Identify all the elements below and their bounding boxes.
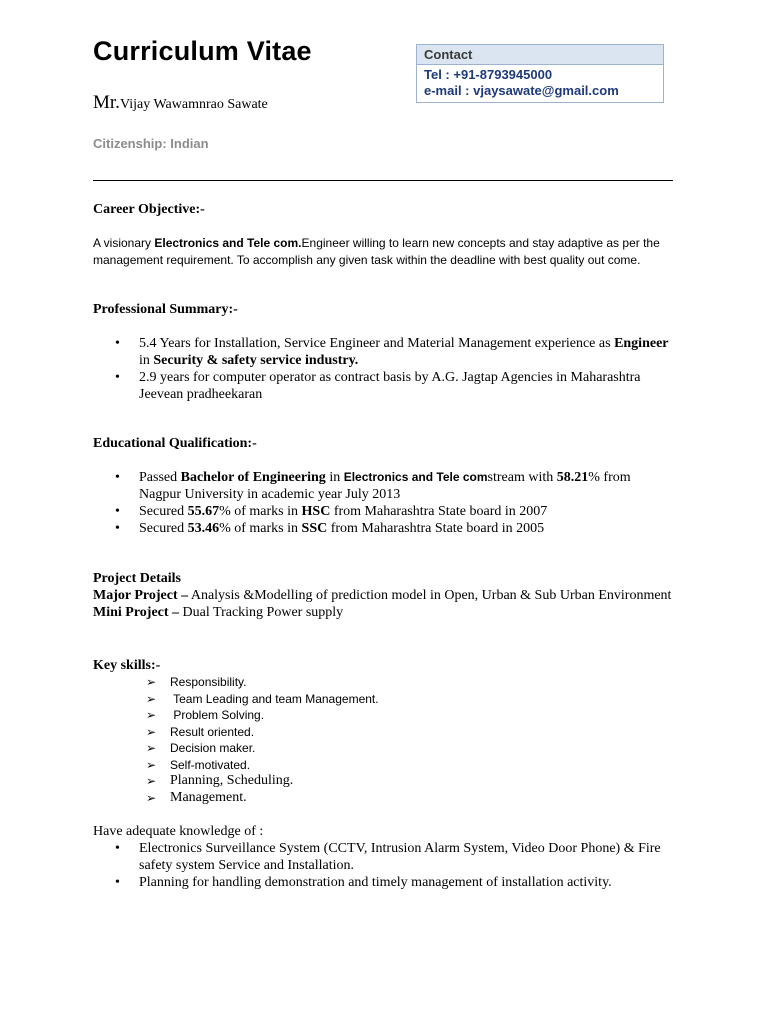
education-list (93, 469, 675, 537)
contact-email[interactable]: e-mail : vjaysawate@gmail.com (424, 83, 619, 98)
edu-bold: HSC (301, 504, 331, 519)
edu-text: Passed (139, 470, 181, 485)
knowledge-text: Planning for handling demonstration and timely management of installation activity. (139, 875, 612, 890)
major-project-text: Analysis &Modelling of prediction model in Open, Urban & Sub Urban Environment (188, 588, 672, 603)
arrow-bullet-icon: ➢ (146, 790, 157, 805)
list-item (146, 707, 379, 724)
summary-bold: Engineer (614, 336, 669, 351)
mini-project (93, 604, 673, 621)
contact-heading: Contact (417, 45, 663, 65)
edu-bold: Electronics and Tele com (343, 470, 488, 484)
name-text: Vijay Wawamnrao Sawate (119, 97, 268, 112)
list-item (146, 773, 379, 790)
list-item (93, 840, 675, 874)
career-objective-heading: Career Objective:- (93, 202, 205, 217)
list-item (146, 674, 379, 691)
major-project-label: Major Project – (93, 588, 189, 603)
project-heading: Project Details (93, 571, 181, 586)
mini-project-text: Dual Tracking Power supply (179, 605, 344, 620)
knowledge-intro: Have adequate knowledge of : (93, 824, 264, 839)
objective-part-2: Engineer willing to learn new concepts and stay adaptive as per the management requirement. To accomplish any given task within the deadline with best quality out come. (93, 236, 660, 267)
skill-text: Team Leading and team Management. (170, 691, 379, 706)
professional-summary-heading: Professional Summary:- (93, 302, 238, 317)
list-item (146, 724, 379, 741)
bullet-icon: • (115, 875, 120, 890)
arrow-bullet-icon: ➢ (146, 741, 157, 755)
objective-part-bold: Electronics and Tele com. (154, 236, 302, 250)
key-skills-list (146, 674, 379, 806)
skill-text: Self-motivated. (170, 757, 251, 772)
arrow-bullet-icon: ➢ (146, 724, 157, 739)
summary-text: in (139, 353, 154, 368)
edu-text: stream with (487, 470, 557, 485)
edu-text: Secured (139, 504, 188, 519)
skill-text: Problem Solving. (170, 708, 265, 722)
page-title: Curriculum Vitae (93, 36, 312, 66)
objective-part-1: A visionary (93, 236, 155, 250)
bullet-icon: • (115, 470, 120, 485)
skill-text: Management. (170, 789, 247, 805)
key-skills-heading: Key skills:- (93, 658, 161, 673)
citizenship: Citizenship: Indian (93, 136, 209, 151)
name-prefix: Mr. (93, 92, 120, 113)
edu-text: in (325, 470, 344, 485)
contact-phone: Tel : +91-8793945000 (424, 67, 553, 82)
list-item (93, 874, 675, 891)
edu-bold: SSC (301, 521, 328, 536)
list-item (93, 335, 675, 369)
career-objective-text (93, 235, 675, 268)
bullet-icon: • (115, 504, 120, 519)
list-item (146, 740, 379, 757)
edu-text: Secured (139, 521, 188, 536)
skill-text: Result oriented. (170, 724, 255, 739)
list-item (146, 757, 379, 774)
edu-text: from Maharashtra State board in 2007 (330, 504, 548, 519)
professional-summary-list (93, 335, 675, 403)
bullet-icon: • (115, 370, 120, 385)
knowledge-text: Electronics Surveillance System (CCTV, Intrusion Alarm System, Video Door Phone) & Fire safety system Service and Installation. (139, 841, 661, 873)
knowledge-list (93, 840, 675, 891)
list-item (93, 469, 675, 503)
list-item (93, 503, 675, 520)
major-project (93, 587, 673, 604)
edu-bold: 58.21 (556, 470, 589, 485)
candidate-name (93, 92, 268, 114)
mini-project-label: Mini Project – (93, 605, 180, 620)
edu-text: % from Nagpur University in academic year July 2013 (139, 470, 631, 502)
bullet-icon: • (115, 841, 120, 856)
edu-text: % of marks in (219, 504, 302, 519)
arrow-bullet-icon: ➢ (146, 691, 157, 706)
skill-text: Planning, Scheduling. (170, 773, 294, 788)
arrow-bullet-icon: ➢ (146, 675, 157, 689)
skill-text: Decision maker. (170, 741, 256, 755)
list-item (93, 520, 675, 537)
summary-text: 2.9 years for computer operator as contract basis by A.G. Jagtap Agencies in Maharashtra Jeevean pradheekaran (139, 370, 641, 402)
list-item (146, 691, 379, 708)
summary-bold: Security & safety service industry. (153, 353, 359, 368)
edu-bold: 53.46 (187, 521, 220, 536)
contact-box (416, 44, 664, 103)
bullet-icon: • (115, 521, 120, 536)
summary-text: 5.4 Years for Installation, Service Engineer and Material Management experience as (139, 336, 615, 351)
arrow-bullet-icon: ➢ (146, 774, 157, 788)
arrow-bullet-icon: ➢ (146, 708, 157, 722)
list-item (93, 369, 675, 403)
arrow-bullet-icon: ➢ (146, 757, 157, 772)
edu-text: from Maharashtra State board in 2005 (327, 521, 545, 536)
project-details (93, 570, 673, 621)
bullet-icon: • (115, 336, 120, 351)
header-divider (93, 180, 673, 181)
edu-bold: Bachelor of Engineering (180, 470, 326, 485)
edu-bold: 55.67 (187, 504, 220, 519)
edu-text: % of marks in (219, 521, 302, 536)
list-item (146, 790, 379, 807)
education-heading: Educational Qualification:- (93, 436, 257, 451)
skill-text: Responsibility. (170, 675, 247, 689)
